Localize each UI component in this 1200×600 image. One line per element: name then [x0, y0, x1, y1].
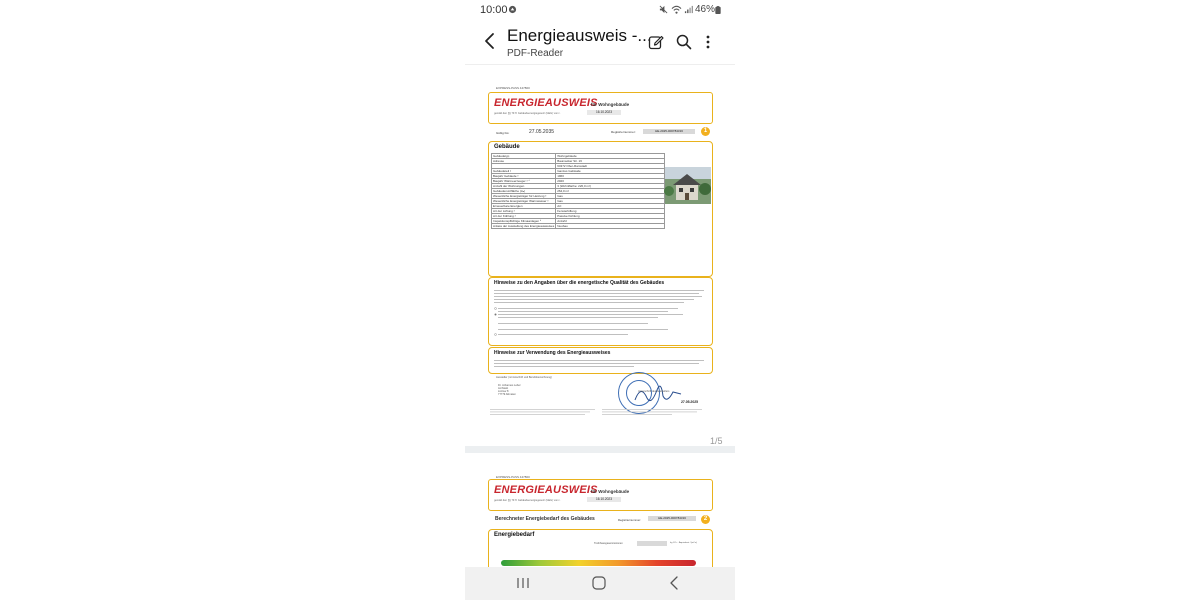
footnotes: [490, 409, 710, 419]
sign-date: 27.05.2025: [681, 400, 698, 404]
registriernummer-label: Registriernummer:: [611, 130, 636, 134]
status-time: 10:00: [480, 4, 508, 16]
row-label: Gebäudenutzfläche (Aₙ): [492, 189, 556, 194]
phone-screen: [465, 0, 735, 600]
energy-efficiency-scale: [501, 560, 696, 566]
express-pass-label-2: EXPRESS-PASS 447800: [496, 475, 530, 479]
energieausweis-header-2: [488, 479, 713, 511]
hinweise-section: [488, 277, 713, 346]
battery-icon: [715, 6, 721, 16]
row-label: Erneuerbare Energien: [492, 204, 556, 209]
app-bar: [465, 20, 735, 65]
row-value: Passive Kühlung: [556, 214, 665, 219]
status-bar: [465, 0, 735, 20]
row-value: Wohngebäude: [556, 154, 665, 159]
system-navigation-bar: [465, 567, 735, 600]
verwendung-title: Hinweise zur Verwendung des Energieausweises: [494, 350, 611, 356]
treibhaus-unit: kg CO₂ - Äquivalent / (m²·a): [670, 542, 697, 544]
row-value: 264,0 m²: [556, 189, 665, 194]
issue-date: 16.10.2023: [587, 110, 621, 115]
gebaeude-title: Gebäude: [494, 144, 520, 150]
signal-icon: [684, 5, 693, 16]
energieausweis-subtitle: für Wohngebäude: [591, 102, 630, 107]
row-label: Art der Lüftung ³: [492, 209, 556, 214]
row-value: Ganzes Gebäude: [556, 169, 665, 174]
hinweise-title: Hinweise zu den Angaben über die energetische Qualität des Gebäudes: [494, 280, 665, 286]
pdf-page-2: [488, 471, 713, 571]
verwendung-section: [488, 347, 713, 374]
energieausweis-title: ENERGIEAUSWEIS: [494, 97, 598, 109]
home-icon[interactable]: [589, 575, 609, 591]
pdf-page-1: [488, 82, 713, 422]
row-label: Baujahr Wärmeerzeuger ³ ⁴: [492, 179, 556, 184]
unterschrift-label: Unterschrift des Ausstellers: [638, 390, 670, 393]
row-label: Adresse: [492, 159, 556, 164]
table-row: [492, 224, 665, 229]
pdf-viewer[interactable]: [465, 65, 735, 567]
notification-icon: [508, 5, 517, 16]
back-icon[interactable]: [665, 575, 685, 591]
edit-icon[interactable]: [648, 34, 664, 50]
express-pass-label: EXPRESS-PASS 447800: [496, 86, 530, 90]
bedarf-section-title: Berechneter Energiebedarf des Gebäudes: [495, 516, 595, 522]
treibhaus-label: Treibhausgasemissionen: [594, 542, 623, 545]
row-value: Anzahl:: [556, 219, 665, 224]
row-value: Gas: [556, 194, 665, 199]
energieausweis-note-2: gemäß den §§ 79 ff. Gebäudeenergiegesetz (GEG) vom ¹: [494, 499, 561, 502]
page-number-badge-2: 2: [701, 515, 710, 524]
back-arrow-icon[interactable]: [483, 32, 497, 50]
row-value: Baumacker Str. 16: [556, 159, 665, 164]
aussteller-line-4: 77779 Allmaten: [498, 393, 516, 396]
aussteller-label: Aussteller (mit Anschrift und Berufsbezeichnung): [496, 376, 552, 379]
battery-percent: 46%: [695, 4, 716, 15]
registriernummer-value: HE-2025-000784316: [643, 129, 695, 134]
aussteller-line-1: Dr. Johannes Leber: [498, 384, 521, 387]
document-title: Energieausweis -...: [507, 26, 652, 45]
row-label: Gebäudetyp: [492, 154, 556, 159]
row-value: Neubau: [556, 224, 665, 229]
energiebedarf-title: Energiebedarf: [494, 532, 535, 538]
row-label: Inspektionspflichtige Klimaanlagen ⁵: [492, 219, 556, 224]
building-photo: [665, 167, 711, 204]
row-value: 64372 Ober-Ramstadt: [556, 164, 665, 169]
signature: [633, 382, 683, 406]
hinweise-text-lines: [494, 290, 706, 342]
search-icon[interactable]: [676, 34, 692, 50]
app-subtitle: PDF-Reader: [507, 48, 564, 59]
energieausweis-note: gemäß den §§ 79 ff. Gebäudeenergiegesetz (GEG) vom ¹: [494, 112, 561, 115]
page-number-badge: 1: [701, 127, 710, 136]
treibhaus-value: [637, 541, 667, 546]
energieausweis-subtitle-2: für Wohngebäude: [591, 489, 630, 494]
row-label: Gebäudeteil ²: [492, 169, 556, 174]
gebaeude-section: [488, 141, 713, 277]
page-separator: [465, 446, 735, 453]
row-label: Wesentliche Energieträger Warmwasser ³: [492, 199, 556, 204]
row-value: 1960: [556, 174, 665, 179]
row-value: 2020: [556, 179, 665, 184]
energieausweis-title-2: ENERGIEAUSWEIS: [494, 484, 598, 496]
row-label: Baujahr Gebäude ³: [492, 174, 556, 179]
row-label: Wesentliche Energieträger für Heizung ³: [492, 194, 556, 199]
aussteller-line-3: Lützow 8: [498, 390, 509, 393]
page-indicator: 1/5: [710, 436, 723, 446]
registriernummer-label-2: Registriernummer:: [618, 518, 642, 522]
row-label: Anlass der Ausstellung des Energieausweises: [493, 224, 555, 228]
row-value: 3 (Wohnfläche: 220,0 m²): [556, 184, 665, 189]
mute-icon: [659, 5, 668, 16]
gebaeude-table: [491, 153, 665, 229]
energieausweis-header: [488, 92, 713, 124]
registriernummer-value-2: HE-2025-000784316: [648, 516, 696, 521]
gueltig-value: 27.05.2035: [529, 129, 555, 135]
row-value: Fensterlüftung: [556, 209, 665, 214]
row-value: Gas: [556, 199, 665, 204]
verwendung-text-lines: [494, 360, 706, 370]
row-label: Art der Kühlung ³: [492, 214, 556, 219]
more-vertical-icon[interactable]: [703, 34, 713, 50]
recent-apps-icon[interactable]: [513, 575, 533, 591]
issue-date-2: 16.10.2023: [587, 497, 621, 502]
row-value: Art:: [556, 204, 665, 209]
wifi-icon: [671, 5, 682, 16]
gueltig-label: Gültig bis:: [496, 131, 510, 135]
row-label: Anzahl der Wohnungen: [492, 184, 556, 189]
aussteller-line-2: Architekt: [498, 387, 509, 390]
